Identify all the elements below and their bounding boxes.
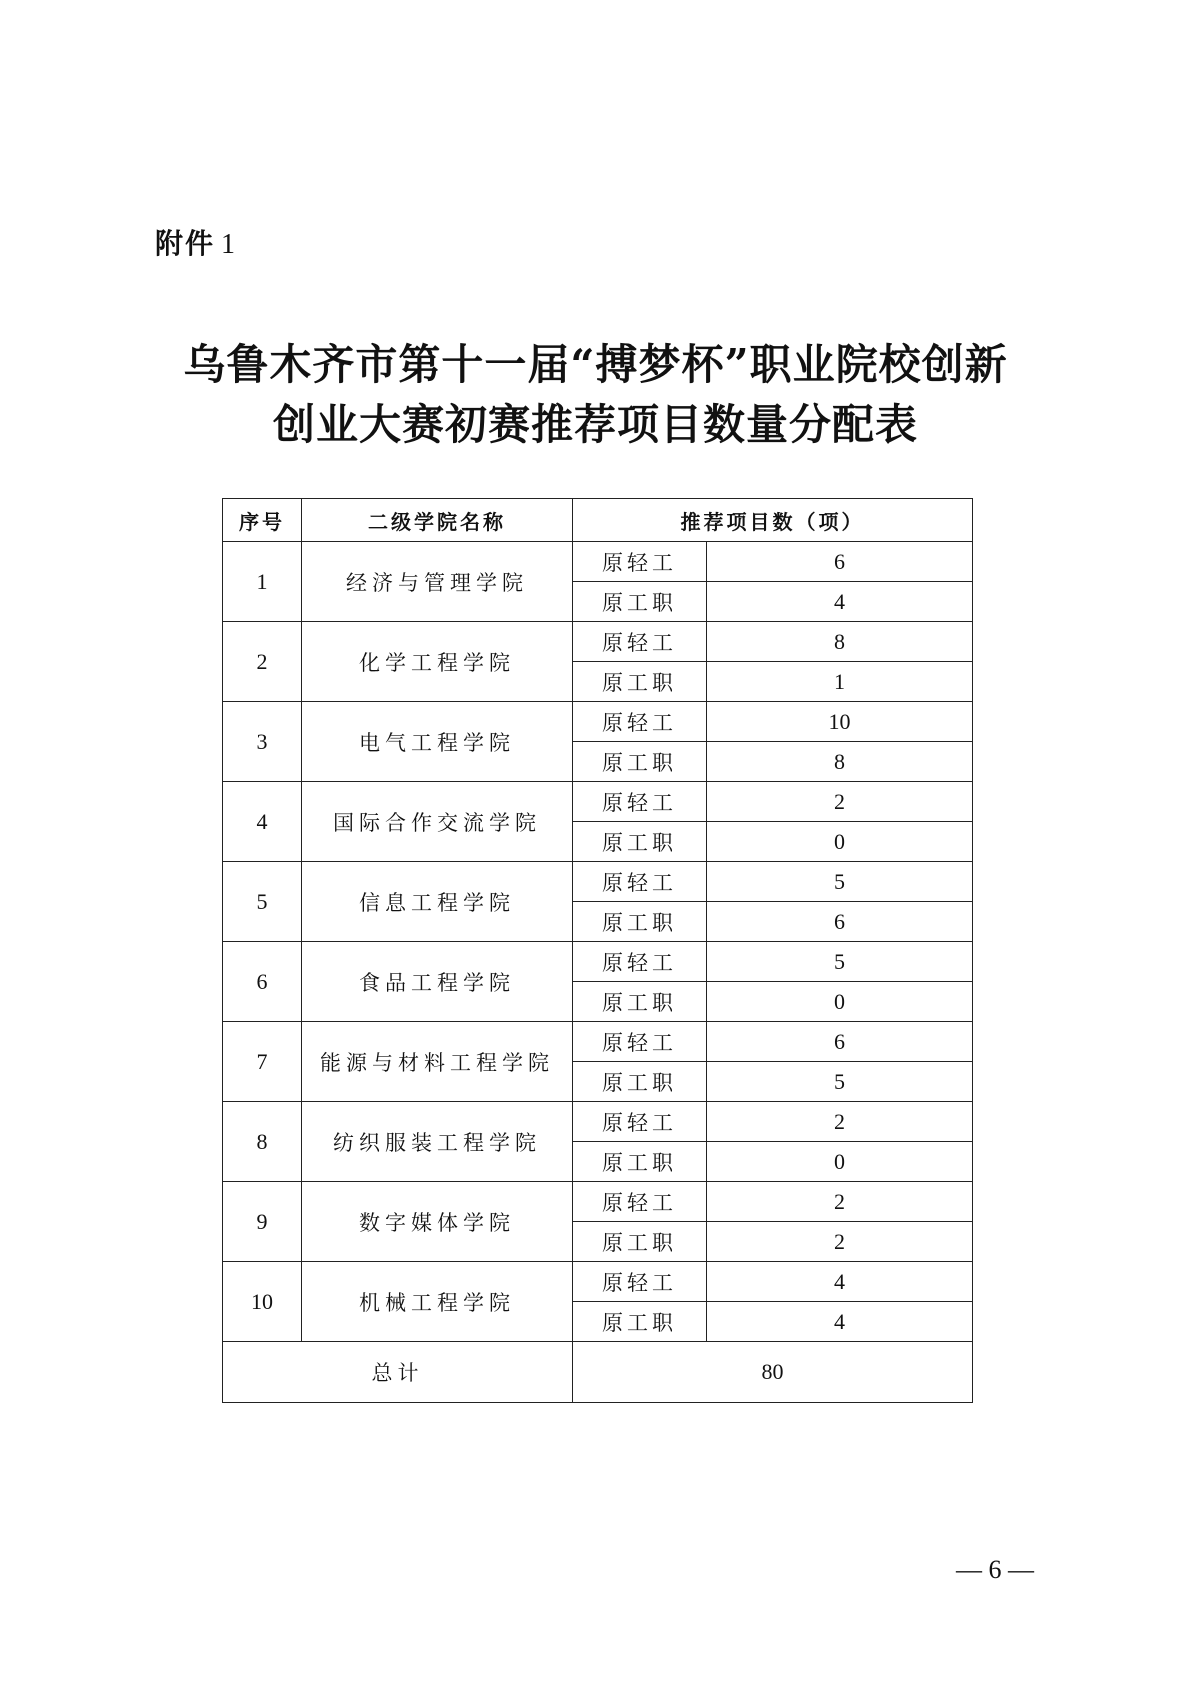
row-count: 2 bbox=[707, 1102, 973, 1142]
row-source: 原轻工 bbox=[573, 862, 707, 902]
row-count: 6 bbox=[707, 1022, 973, 1062]
header-college-name: 二级学院名称 bbox=[302, 499, 573, 542]
row-source: 原轻工 bbox=[573, 1182, 707, 1222]
table-header-row bbox=[223, 499, 973, 542]
row-count: 2 bbox=[707, 1182, 973, 1222]
row-source: 原轻工 bbox=[573, 942, 707, 982]
row-source: 原工职 bbox=[573, 1142, 707, 1182]
row-seq: 6 bbox=[223, 942, 302, 1022]
row-source: 原工职 bbox=[573, 582, 707, 622]
row-count: 5 bbox=[707, 1062, 973, 1102]
row-count: 8 bbox=[707, 622, 973, 662]
row-college-name: 食品工程学院 bbox=[302, 942, 573, 1022]
table-row bbox=[223, 782, 973, 822]
attachment-number: 1 bbox=[221, 229, 238, 260]
table-body bbox=[223, 542, 973, 1342]
row-source: 原轻工 bbox=[573, 1022, 707, 1062]
row-count: 6 bbox=[707, 902, 973, 942]
table-row bbox=[223, 702, 973, 742]
row-seq: 10 bbox=[223, 1262, 302, 1342]
row-count: 0 bbox=[707, 982, 973, 1022]
row-source: 原轻工 bbox=[573, 1262, 707, 1302]
row-source: 原工职 bbox=[573, 902, 707, 942]
row-college-name: 经济与管理学院 bbox=[302, 542, 573, 622]
table-row bbox=[223, 942, 973, 982]
row-seq: 7 bbox=[223, 1022, 302, 1102]
row-college-name: 电气工程学院 bbox=[302, 702, 573, 782]
row-source: 原工职 bbox=[573, 1302, 707, 1342]
row-count: 4 bbox=[707, 582, 973, 622]
row-source: 原工职 bbox=[573, 662, 707, 702]
row-count: 1 bbox=[707, 662, 973, 702]
row-count: 10 bbox=[707, 702, 973, 742]
row-count: 4 bbox=[707, 1302, 973, 1342]
row-college-name: 能源与材料工程学院 bbox=[302, 1022, 573, 1102]
header-seq: 序号 bbox=[223, 499, 302, 542]
total-value: 80 bbox=[573, 1342, 973, 1403]
row-count: 5 bbox=[707, 942, 973, 982]
total-row bbox=[223, 1342, 973, 1403]
row-source: 原工职 bbox=[573, 742, 707, 782]
row-source: 原轻工 bbox=[573, 702, 707, 742]
row-seq: 2 bbox=[223, 622, 302, 702]
row-college-name: 纺织服装工程学院 bbox=[302, 1102, 573, 1182]
header-project-count: 推荐项目数（项） bbox=[573, 499, 973, 542]
row-source: 原轻工 bbox=[573, 1102, 707, 1142]
row-source: 原工职 bbox=[573, 822, 707, 862]
row-count: 6 bbox=[707, 542, 973, 582]
table-row bbox=[223, 1182, 973, 1222]
row-count: 5 bbox=[707, 862, 973, 902]
row-college-name: 国际合作交流学院 bbox=[302, 782, 573, 862]
row-count: 0 bbox=[707, 822, 973, 862]
row-source: 原工职 bbox=[573, 1222, 707, 1262]
row-source: 原轻工 bbox=[573, 542, 707, 582]
row-college-name: 机械工程学院 bbox=[302, 1262, 573, 1342]
row-source: 原工职 bbox=[573, 982, 707, 1022]
row-source: 原工职 bbox=[573, 1062, 707, 1102]
allocation-table bbox=[222, 498, 973, 1403]
row-source: 原轻工 bbox=[573, 782, 707, 822]
table-row bbox=[223, 542, 973, 582]
row-count: 8 bbox=[707, 742, 973, 782]
table-row bbox=[223, 1102, 973, 1142]
row-college-name: 信息工程学院 bbox=[302, 862, 573, 942]
table-row bbox=[223, 1262, 973, 1302]
row-seq: 9 bbox=[223, 1182, 302, 1262]
row-college-name: 数字媒体学院 bbox=[302, 1182, 573, 1262]
row-count: 0 bbox=[707, 1142, 973, 1182]
document-title-line-1: 乌鲁木齐市第十一届“搏梦杯”职业院校创新 bbox=[183, 340, 1008, 389]
row-source: 原轻工 bbox=[573, 622, 707, 662]
row-count: 2 bbox=[707, 1222, 973, 1262]
row-seq: 1 bbox=[223, 542, 302, 622]
row-count: 4 bbox=[707, 1262, 973, 1302]
table-row bbox=[223, 1022, 973, 1062]
page-number: — 6 — bbox=[956, 1555, 1034, 1584]
row-count: 2 bbox=[707, 782, 973, 822]
row-seq: 8 bbox=[223, 1102, 302, 1182]
document-title-line-2: 创业大赛初赛推荐项目数量分配表 bbox=[272, 400, 918, 449]
total-label: 总计 bbox=[223, 1342, 573, 1403]
table-row bbox=[223, 862, 973, 902]
row-seq: 3 bbox=[223, 702, 302, 782]
attachment-label-text: 附件 bbox=[155, 227, 216, 260]
row-seq: 4 bbox=[223, 782, 302, 862]
row-seq: 5 bbox=[223, 862, 302, 942]
row-college-name: 化学工程学院 bbox=[302, 622, 573, 702]
table-row bbox=[223, 622, 973, 662]
attachment-label bbox=[155, 222, 237, 262]
